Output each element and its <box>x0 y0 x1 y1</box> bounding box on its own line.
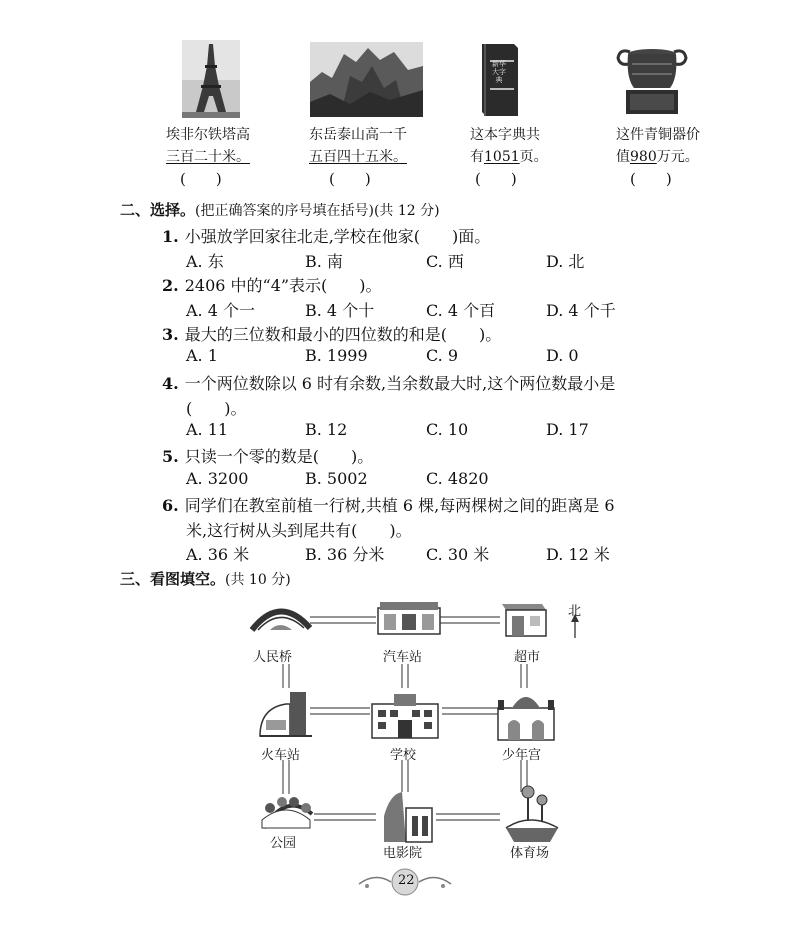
question-1 <box>162 224 490 247</box>
option[interactable]: A. 东 <box>186 252 224 271</box>
map-label-cinema: 电影院 <box>383 846 423 861</box>
north-label: 北 <box>568 604 582 619</box>
option[interactable]: A. 4 个一 <box>186 301 255 320</box>
option[interactable]: D. 12 米 <box>546 545 610 564</box>
caption-suffix: 万元。 <box>656 149 699 165</box>
question-text: 最大的三位数和最小的四位数的和是( )。 <box>184 325 502 344</box>
option[interactable]: A. 36 米 <box>186 545 250 564</box>
option[interactable]: B. 12 <box>305 420 348 439</box>
option[interactable]: D. 0 <box>546 346 579 365</box>
map-label-supermarket: 超市 <box>514 650 541 665</box>
section3-heading <box>120 568 291 589</box>
option[interactable]: C. 西 <box>426 252 464 271</box>
option[interactable]: C. 4820 <box>426 469 489 488</box>
option[interactable]: B. 4 个十 <box>305 301 375 320</box>
caption-line: 这件青铜器价 <box>616 127 700 143</box>
question-number: 1. <box>162 227 179 246</box>
section-note: (共 10 分) <box>225 572 291 588</box>
caption-line: 三百二十米。 <box>166 149 250 165</box>
map-label-stadium: 体育场 <box>510 846 550 861</box>
question-number: 4. <box>162 374 179 393</box>
bronze-vessel-image <box>616 44 688 118</box>
caption-bronze <box>616 124 700 168</box>
park-icon <box>262 797 312 828</box>
map-label-bus-station: 汽车站 <box>383 650 423 665</box>
train-station-icon <box>260 692 312 736</box>
option[interactable]: B. 36 分米 <box>305 545 385 564</box>
option[interactable]: D. 北 <box>546 252 585 271</box>
caption-line <box>470 146 548 168</box>
caption-line: 埃非尔铁塔高 <box>166 127 250 143</box>
bus-station-icon <box>378 602 440 634</box>
page-number: 22 <box>398 873 415 888</box>
question-3 <box>162 322 501 345</box>
option[interactable]: C. 9 <box>426 346 459 365</box>
option[interactable]: C. 4 个百 <box>426 301 496 320</box>
question-number: 6. <box>162 496 179 515</box>
stadium-icon <box>506 786 558 842</box>
youth-palace-icon <box>498 697 554 740</box>
option[interactable]: C. 30 米 <box>426 545 490 564</box>
taishan-mountain-image <box>310 42 423 117</box>
supermarket-icon <box>502 604 546 636</box>
question-text: 同学们在教室前植一行树,共植 6 棵,每两棵树之间的距离是 6 <box>184 496 615 515</box>
caption-number: 1051 <box>484 149 520 165</box>
question-text: 2406 中的“4”表示( )。 <box>184 276 382 295</box>
answer-blank[interactable]: ( ) <box>630 170 672 188</box>
dictionary-cover-title: 新华大字典 <box>492 60 506 84</box>
caption-prefix: 有 <box>470 149 484 165</box>
caption-suffix: 页。 <box>519 149 548 165</box>
question-4 <box>162 371 615 394</box>
map-label-train-station: 火车站 <box>261 748 301 763</box>
cinema-icon <box>384 792 432 842</box>
question-number: 5. <box>162 447 179 466</box>
question-text: 一个两位数除以 6 时有余数,当余数最大时,这个两位数最小是 <box>184 374 616 393</box>
caption-dictionary <box>470 124 548 168</box>
map-label-people-bridge: 人民桥 <box>253 650 293 665</box>
map-label-park: 公园 <box>270 836 297 851</box>
eiffel-tower-image <box>182 40 240 118</box>
answer-blank[interactable]: ( ) <box>180 170 222 188</box>
question-number: 2. <box>162 276 179 295</box>
caption-number: 980 <box>630 149 657 165</box>
question-text: 只读一个零的数是( )。 <box>184 447 374 466</box>
town-map <box>230 596 590 862</box>
answer-blank[interactable]: ( ) <box>475 170 517 188</box>
bridge-icon <box>252 611 310 630</box>
section2-heading <box>120 199 440 220</box>
map-label-youth-palace: 少年宫 <box>502 748 542 763</box>
caption-line: 东岳泰山高一千 <box>309 127 407 143</box>
map-label-school: 学校 <box>390 748 417 763</box>
question-4-continued: ( )。 <box>186 399 247 418</box>
question-2 <box>162 273 382 296</box>
caption-taishan <box>309 124 407 168</box>
question-6-continued: 米,这行树从头到尾共有( )。 <box>186 521 412 540</box>
question-number: 3. <box>162 325 179 344</box>
question-6 <box>162 493 615 516</box>
caption-prefix: 值 <box>616 149 630 165</box>
option[interactable]: C. 10 <box>426 420 469 439</box>
option[interactable]: A. 1 <box>186 346 218 365</box>
section-title: 二、选择。 <box>120 201 196 219</box>
option[interactable]: D. 4 个千 <box>546 301 616 320</box>
question-5 <box>162 444 373 467</box>
option[interactable]: A. 3200 <box>186 469 249 488</box>
section-title: 三、看图填空。 <box>120 570 226 588</box>
caption-line: 五百四十五米。 <box>309 149 407 165</box>
caption-line <box>616 146 700 168</box>
option[interactable]: A. 11 <box>186 420 229 439</box>
caption-line: 这本字典共 <box>470 127 540 143</box>
school-icon <box>372 694 438 738</box>
option[interactable]: B. 南 <box>305 252 343 271</box>
question-text: 小强放学回家往北走,学校在他家( )面。 <box>184 227 491 246</box>
option[interactable]: D. 17 <box>546 420 589 439</box>
answer-blank[interactable]: ( ) <box>329 170 371 188</box>
option[interactable]: B. 1999 <box>305 346 368 365</box>
option[interactable]: B. 5002 <box>305 469 368 488</box>
section-note: (把正确答案的序号填在括号)(共 12 分) <box>195 203 440 219</box>
caption-eiffel <box>166 124 250 168</box>
